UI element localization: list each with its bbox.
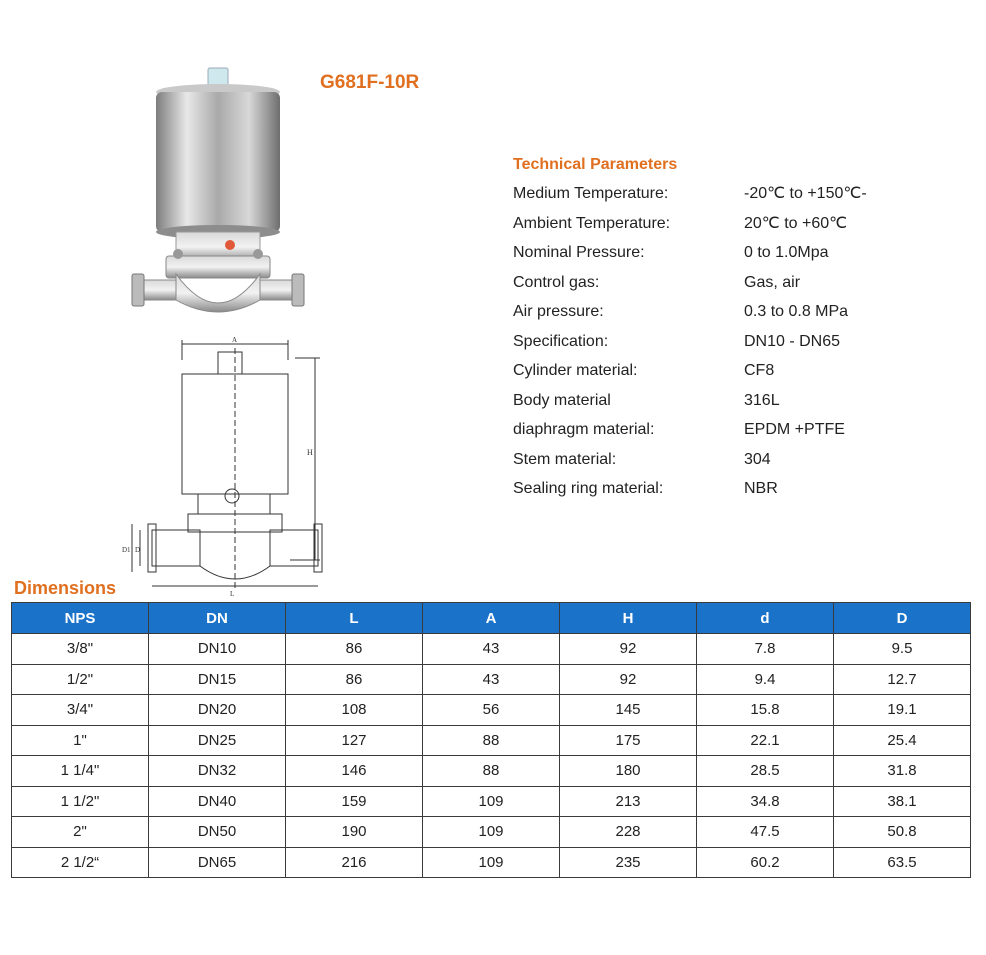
parameter-value: -20℃ to +150℃- xyxy=(744,185,867,202)
table-cell: 3/8" xyxy=(12,634,149,665)
table-cell: 12.7 xyxy=(834,664,971,695)
table-cell: 2" xyxy=(12,817,149,848)
valve-technical-drawing xyxy=(110,330,330,605)
drawing-label-d: D xyxy=(135,546,141,554)
table-cell: 50.8 xyxy=(834,817,971,848)
table-row xyxy=(12,817,971,848)
parameter-value: 304 xyxy=(744,450,771,468)
table-cell: 190 xyxy=(286,817,423,848)
parameter-label: Air pressure: xyxy=(513,303,604,320)
parameter-label: Control gas: xyxy=(513,273,600,291)
table-cell: DN32 xyxy=(149,756,286,787)
column-header: NPS xyxy=(12,603,149,634)
product-model-title: G681F-10R xyxy=(320,72,420,93)
table-row xyxy=(12,695,971,726)
table-cell: 86 xyxy=(286,634,423,665)
table-cell: DN25 xyxy=(149,725,286,756)
table-cell: 34.8 xyxy=(697,786,834,817)
table-cell: 43 xyxy=(423,664,560,695)
parameter-label: Ambient Temperature: xyxy=(513,214,671,232)
technical-parameters-title: Technical Parameters xyxy=(513,156,678,173)
dimensions-header-row xyxy=(12,603,971,634)
table-cell: 145 xyxy=(560,695,697,726)
column-header: d xyxy=(697,603,834,634)
dimensions-title: Dimensions xyxy=(14,578,117,598)
table-cell: 1/2" xyxy=(12,664,149,695)
table-row xyxy=(12,725,971,756)
table-cell: 108 xyxy=(286,695,423,726)
table-cell: 38.1 xyxy=(834,786,971,817)
parameter-label: Cylinder material: xyxy=(513,362,638,379)
table-cell: DN10 xyxy=(149,634,286,665)
table-cell: DN15 xyxy=(149,664,286,695)
parameter-value: EPDM +PTFE xyxy=(744,421,845,438)
table-row xyxy=(12,634,971,665)
table-cell: 88 xyxy=(423,756,560,787)
table-cell: 86 xyxy=(286,664,423,695)
table-cell: 216 xyxy=(286,847,423,878)
column-header: A xyxy=(423,603,560,634)
table-cell: 146 xyxy=(286,756,423,787)
table-cell: 175 xyxy=(560,725,697,756)
parameter-value: 0 to 1.0Mpa xyxy=(744,244,829,261)
column-header: DN xyxy=(149,603,286,634)
column-header: H xyxy=(560,603,697,634)
dimensions-table xyxy=(11,602,971,878)
drawing-label-a: A xyxy=(232,336,238,344)
parameter-label: diaphragm material: xyxy=(513,421,655,438)
parameter-value: DN10 - DN65 xyxy=(744,332,841,350)
table-row xyxy=(12,847,971,878)
table-cell: 28.5 xyxy=(697,756,834,787)
table-cell: 22.1 xyxy=(697,725,834,756)
table-cell: 60.2 xyxy=(697,847,834,878)
table-cell: 47.5 xyxy=(697,817,834,848)
table-cell: 19.1 xyxy=(834,695,971,726)
table-cell: 43 xyxy=(423,634,560,665)
parameter-value: CF8 xyxy=(744,362,775,379)
table-cell: 25.4 xyxy=(834,725,971,756)
drawing-label-h: H xyxy=(307,448,313,457)
parameter-value: 316L xyxy=(744,391,780,409)
table-row xyxy=(12,664,971,695)
table-cell: 159 xyxy=(286,786,423,817)
table-cell: 88 xyxy=(423,725,560,756)
column-header: D xyxy=(834,603,971,634)
table-cell: 127 xyxy=(286,725,423,756)
parameter-label: Nominal Pressure: xyxy=(513,244,645,261)
table-cell: 9.4 xyxy=(697,664,834,695)
table-cell: 109 xyxy=(423,817,560,848)
table-cell: 92 xyxy=(560,634,697,665)
table-cell: DN65 xyxy=(149,847,286,878)
table-row xyxy=(12,756,971,787)
table-cell: 3/4" xyxy=(12,695,149,726)
table-cell: 180 xyxy=(560,756,697,787)
table-cell: 109 xyxy=(423,786,560,817)
valve-photo xyxy=(128,62,314,346)
table-cell: 9.5 xyxy=(834,634,971,665)
parameter-label: Stem material: xyxy=(513,450,617,468)
parameter-value: NBR xyxy=(744,480,778,497)
parameter-value: 0.3 to 0.8 MPa xyxy=(744,303,849,320)
table-cell: 1" xyxy=(12,725,149,756)
table-cell: 228 xyxy=(560,817,697,848)
parameter-label: Specification: xyxy=(513,332,609,350)
parameter-label: Medium Temperature: xyxy=(513,185,669,202)
table-cell: 1 1/4" xyxy=(12,756,149,787)
table-cell: DN20 xyxy=(149,695,286,726)
table-cell: 56 xyxy=(423,695,560,726)
table-cell: DN40 xyxy=(149,786,286,817)
table-cell: 15.8 xyxy=(697,695,834,726)
table-cell: 31.8 xyxy=(834,756,971,787)
table-cell: 2 1/2“ xyxy=(12,847,149,878)
table-cell: 1 1/2" xyxy=(12,786,149,817)
table-cell: 92 xyxy=(560,664,697,695)
parameter-label: Body material xyxy=(513,391,611,409)
parameter-value: 20℃ to +60℃ xyxy=(744,214,848,232)
table-cell: 109 xyxy=(423,847,560,878)
parameter-value: Gas, air xyxy=(744,273,801,291)
parameter-label: Sealing ring material: xyxy=(513,480,664,497)
table-cell: 235 xyxy=(560,847,697,878)
table-cell: 213 xyxy=(560,786,697,817)
table-row xyxy=(12,786,971,817)
table-cell: 7.8 xyxy=(697,634,834,665)
drawing-label-d1: D1 xyxy=(122,546,131,554)
table-cell: DN50 xyxy=(149,817,286,848)
table-cell: 63.5 xyxy=(834,847,971,878)
drawing-label-l: L xyxy=(230,590,235,598)
column-header: L xyxy=(286,603,423,634)
